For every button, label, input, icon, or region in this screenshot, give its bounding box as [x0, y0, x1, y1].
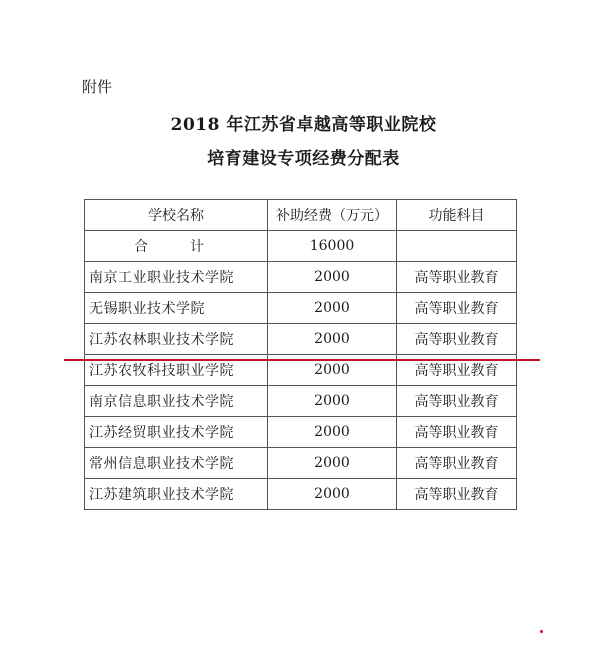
function-subject: 高等职业教育: [397, 448, 517, 479]
total-row: [85, 231, 517, 262]
school-name: 江苏农林职业技术学院: [85, 324, 268, 355]
function-subject: 高等职业教育: [397, 355, 517, 386]
school-name: 江苏经贸职业技术学院: [85, 417, 268, 448]
document-subtitle: 培育建设专项经费分配表: [207, 149, 400, 169]
subsidy-amount: 2000: [268, 262, 397, 293]
document-title: 2018 年江苏省卓越高等职业院校: [170, 115, 437, 135]
table-row: [85, 479, 517, 510]
function-subject: 高等职业教育: [397, 479, 517, 510]
subsidy-amount: 2000: [268, 324, 397, 355]
function-subject: 高等职业教育: [397, 262, 517, 293]
fund-allocation-table: [84, 199, 517, 510]
total-label: 合 计: [85, 231, 268, 262]
function-subject: 高等职业教育: [397, 324, 517, 355]
subsidy-amount: 2000: [268, 479, 397, 510]
subsidy-amount: 2000: [268, 448, 397, 479]
table-header-row: [85, 200, 517, 231]
school-name: 常州信息职业技术学院: [85, 448, 268, 479]
function-subject: 高等职业教育: [397, 417, 517, 448]
red-dot-mark: [540, 630, 543, 633]
attachment-label: 附件: [82, 78, 113, 96]
table-row: [85, 262, 517, 293]
subsidy-amount: 2000: [268, 355, 397, 386]
table-row: [85, 293, 517, 324]
subsidy-amount: 2000: [268, 417, 397, 448]
subsidy-amount: 2000: [268, 386, 397, 417]
table-row: [85, 417, 517, 448]
school-name: 无锡职业技术学院: [85, 293, 268, 324]
table-row: [85, 324, 517, 355]
table-row: [85, 448, 517, 479]
school-name: 南京工业职业技术学院: [85, 262, 268, 293]
function-subject: 高等职业教育: [397, 293, 517, 324]
subsidy-amount: 2000: [268, 293, 397, 324]
total-amount: 16000: [268, 231, 397, 262]
table-row: [85, 386, 517, 417]
red-underline-mark: [64, 359, 540, 361]
header-school-name: 学校名称: [85, 200, 268, 231]
header-subsidy-amount: 补助经费（万元）: [268, 200, 397, 231]
header-function-subject: 功能科目: [397, 200, 517, 231]
school-name: 江苏农牧科技职业学院: [85, 355, 268, 386]
school-name: 南京信息职业技术学院: [85, 386, 268, 417]
school-name: 江苏建筑职业技术学院: [85, 479, 268, 510]
total-function: [397, 231, 517, 262]
function-subject: 高等职业教育: [397, 386, 517, 417]
